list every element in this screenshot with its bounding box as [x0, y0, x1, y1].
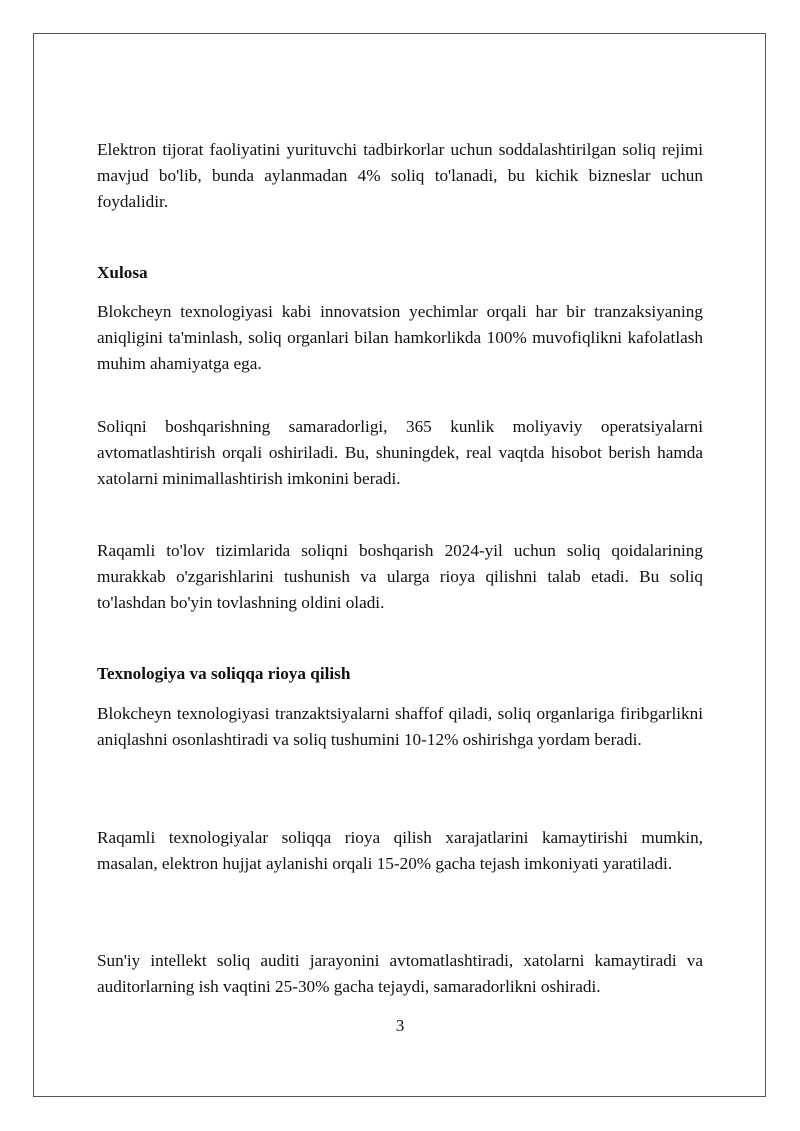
heading-xulosa: Xulosa: [97, 263, 148, 282]
paragraph-tax-management-efficiency: Soliqni boshqarishning samaradorligi, 365 kunlik moliyaviy operatsiyalarni avtomatlashtirish orqali oshiriladi. Bu, shuningdek, real vaqtda hisobot berish hamda xatolarni minimallashtirish imkonini beradi.: [97, 417, 703, 488]
paragraph-digital-cost-reduction: Raqamli texnologiyalar soliqqa rioya qilish xarajatlarini kamaytirishi mumkin, masalan, elektron hujjat aylanishi orqali 15-20% gacha tejash imkoniyati yaratiladi.: [97, 828, 703, 873]
paragraph-ai-audit: Sun'iy intellekt soliq auditi jarayonini avtomatlashtiradi, xatolarni kamaytiradi va auditorlarning ish vaqtini 25-30% gacha tejaydi, samaradorlikni oshiradi.: [97, 951, 703, 996]
paragraph-ecommerce-tax: Elektron tijorat faoliyatini yurituvchi tadbirkorlar uchun soddalashtirilgan soliq rejimi mavjud bo'lib, bunda aylanmadan 4% soliq to'lanadi, bu kichik bizneslar uchun foydalidir.: [97, 140, 703, 211]
heading-technology-compliance: Texnologiya va soliqqa rioya qilish: [97, 664, 351, 683]
page-number: 3: [395, 1016, 405, 1035]
paragraph-digital-payments: Raqamli to'lov tizimlarida soliqni boshqarish 2024-yil uchun soliq qoidalarining murakkab o'zgarishlarini tushunish va ularga rioya qilishni talab etadi. Bu soliq to'lashdan bo'yin tovlashning oldini oladi.: [97, 541, 703, 612]
paragraph-blockchain-transparency: Blokcheyn texnologiyasi tranzaktsiyalarni shaffof qiladi, soliq organlariga firibgarlikni aniqlashni osonlashtiradi va soliq tushumini 10-12% oshirishga yordam beradi.: [97, 704, 703, 749]
paragraph-blockchain-compliance: Blokcheyn texnologiyasi kabi innovatsion yechimlar orqali har bir tranzaksiyaning aniqligini ta'minlash, soliq organlari bilan hamkorlikda 100% muvofiqlikni kafolatlash muhim ahamiyatga ega.: [97, 302, 703, 373]
